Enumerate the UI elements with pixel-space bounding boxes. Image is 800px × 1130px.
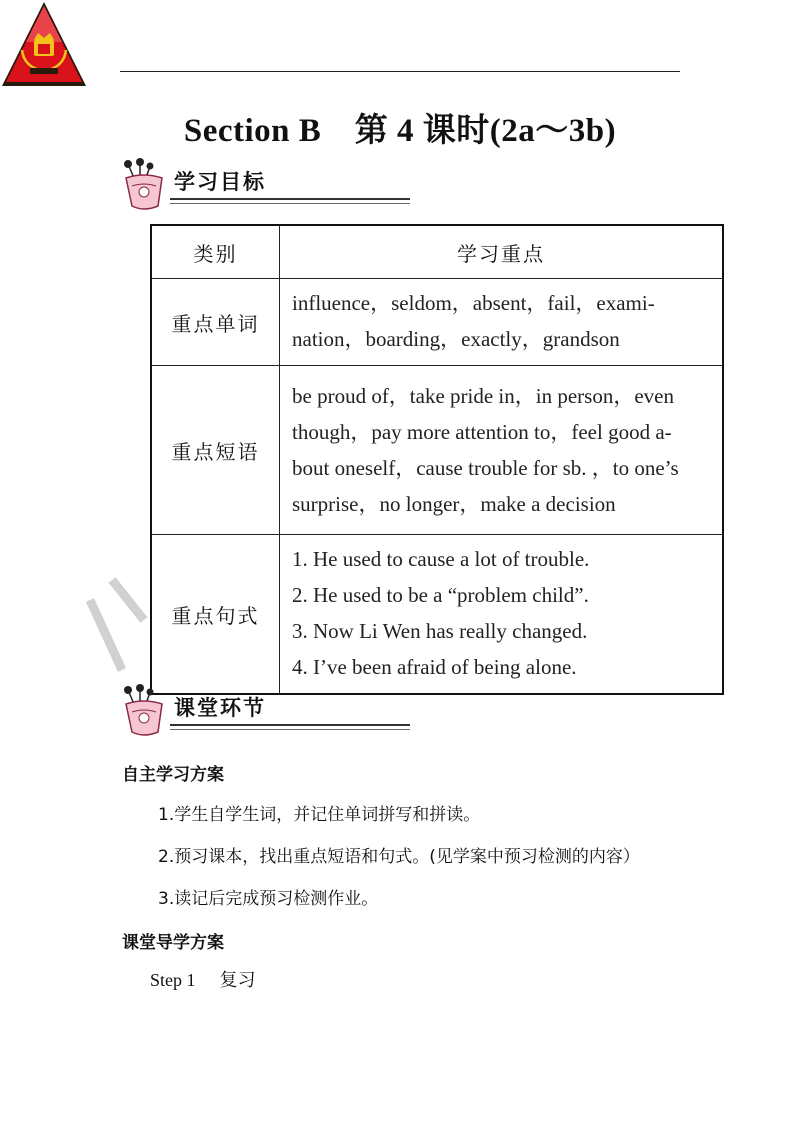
goals-underline [170,198,410,200]
goals-section-label: 学习目标 [174,170,266,194]
step-number: Step 1 [150,970,196,990]
row-content [280,535,724,695]
content-line: 4. I’ve been afraid of being alone. [292,655,577,679]
watermark-mark [82,560,152,680]
row-content [280,366,724,535]
goals-table [150,224,724,695]
class-section-label: 课堂环节 [174,696,266,720]
row-category: 重点句式 [151,535,280,695]
table-row [151,366,723,535]
header-rule [120,71,680,72]
row-category: 重点单词 [151,279,280,366]
table-row [151,279,723,366]
table-row [151,535,723,695]
goals-underline-thin [170,203,410,204]
self-study-item: 1.学生自学生词，并记住单词拼写和拼读。 [158,805,481,825]
row-content [280,279,724,366]
school-logo [0,0,88,88]
content-line: surprise，no longer，make a decision [292,492,616,516]
header-category: 类别 [151,225,280,279]
page-title: Section B 第 4 课时(2a～3b) [183,113,617,149]
content-line: bout oneself，cause trouble for sb. ，to one’s [292,456,679,480]
step-line [150,966,256,992]
step-label: 复习 [219,970,256,991]
header-focus: 学习重点 [280,225,724,279]
self-study-heading: 自主学习方案 [122,765,224,785]
class-section-header [118,682,298,738]
table-header-row [151,225,723,279]
goals-section-header [118,156,298,212]
content-line: nation，boarding，exactly，grandson [292,327,620,351]
guided-heading: 课堂导学方案 [122,933,224,953]
class-underline [170,724,410,726]
content-line: though，pay more attention to，feel good a- [292,420,672,444]
self-study-item: 2.预习课本，找出重点短语和句式。(见学案中预习检测的内容） [158,847,640,867]
content-line: be proud of，take pride in，in person，even [292,384,674,408]
content-line: 1. He used to cause a lot of trouble. [292,547,590,571]
content-line: 3. Now Li Wen has really changed. [292,619,588,643]
content-line: influence，seldom，absent，fail，exami- [292,291,655,315]
row-category: 重点短语 [151,366,280,535]
content-line: 2. He used to be a “problem child”. [292,583,589,607]
flower-bag-icon [118,682,174,738]
class-underline-thin [170,729,410,730]
self-study-item: 3.读记后完成预习检测作业。 [158,889,379,909]
flower-bag-icon [118,156,174,212]
